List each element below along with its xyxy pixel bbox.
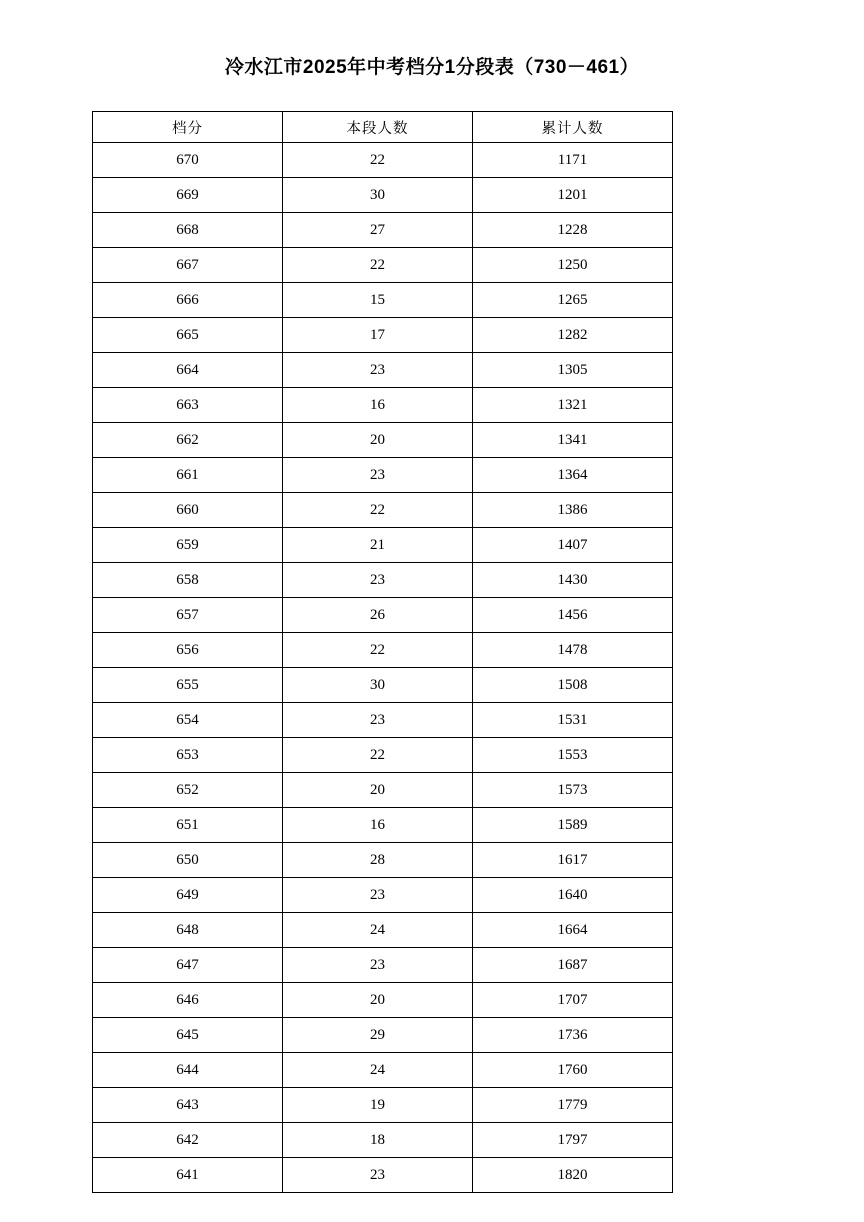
table-row (93, 948, 673, 983)
cell-score: 659 (93, 528, 283, 563)
cell-score: 663 (93, 388, 283, 423)
table-row (93, 738, 673, 773)
cell-score: 645 (93, 1018, 283, 1053)
cell-segment-count: 23 (283, 1158, 473, 1193)
column-header-segment-count: 本段人数 (283, 112, 473, 143)
cell-segment-count: 22 (283, 738, 473, 773)
cell-segment-count: 20 (283, 423, 473, 458)
cell-cumulative-count: 1364 (473, 458, 673, 493)
table-row (93, 528, 673, 563)
table-row (93, 1053, 673, 1088)
cell-cumulative-count: 1305 (473, 353, 673, 388)
cell-cumulative-count: 1573 (473, 773, 673, 808)
cell-cumulative-count: 1508 (473, 668, 673, 703)
cell-cumulative-count: 1797 (473, 1123, 673, 1158)
cell-score: 647 (93, 948, 283, 983)
table-row (93, 668, 673, 703)
cell-segment-count: 24 (283, 1053, 473, 1088)
cell-cumulative-count: 1321 (473, 388, 673, 423)
cell-score: 641 (93, 1158, 283, 1193)
table-row (93, 633, 673, 668)
table-row (93, 143, 673, 178)
cell-cumulative-count: 1456 (473, 598, 673, 633)
cell-segment-count: 26 (283, 598, 473, 633)
table-row (93, 983, 673, 1018)
cell-segment-count: 21 (283, 528, 473, 563)
cell-score: 653 (93, 738, 283, 773)
table-row (93, 1123, 673, 1158)
cell-segment-count: 23 (283, 878, 473, 913)
table-row (93, 283, 673, 318)
cell-cumulative-count: 1228 (473, 213, 673, 248)
cell-score: 655 (93, 668, 283, 703)
table-header-row (93, 112, 673, 143)
cell-score: 643 (93, 1088, 283, 1123)
cell-segment-count: 16 (283, 808, 473, 843)
table-row (93, 318, 673, 353)
table-row (93, 353, 673, 388)
cell-score: 669 (93, 178, 283, 213)
cell-score: 652 (93, 773, 283, 808)
cell-segment-count: 24 (283, 913, 473, 948)
table-header (93, 112, 673, 143)
cell-score: 646 (93, 983, 283, 1018)
cell-segment-count: 29 (283, 1018, 473, 1053)
score-distribution-table (92, 111, 673, 1193)
cell-cumulative-count: 1779 (473, 1088, 673, 1123)
cell-cumulative-count: 1250 (473, 248, 673, 283)
cell-cumulative-count: 1640 (473, 878, 673, 913)
cell-segment-count: 22 (283, 633, 473, 668)
table-row (93, 703, 673, 738)
table-row (93, 178, 673, 213)
table-row (93, 248, 673, 283)
cell-score: 661 (93, 458, 283, 493)
cell-cumulative-count: 1386 (473, 493, 673, 528)
cell-segment-count: 30 (283, 668, 473, 703)
cell-cumulative-count: 1707 (473, 983, 673, 1018)
table-row (93, 598, 673, 633)
cell-cumulative-count: 1820 (473, 1158, 673, 1193)
cell-score: 666 (93, 283, 283, 318)
table-row (93, 1018, 673, 1053)
cell-segment-count: 23 (283, 563, 473, 598)
cell-score: 656 (93, 633, 283, 668)
cell-cumulative-count: 1553 (473, 738, 673, 773)
cell-segment-count: 18 (283, 1123, 473, 1158)
cell-cumulative-count: 1760 (473, 1053, 673, 1088)
table-row (93, 808, 673, 843)
cell-cumulative-count: 1687 (473, 948, 673, 983)
cell-cumulative-count: 1736 (473, 1018, 673, 1053)
cell-segment-count: 19 (283, 1088, 473, 1123)
table-row (93, 458, 673, 493)
cell-cumulative-count: 1617 (473, 843, 673, 878)
table-row (93, 878, 673, 913)
table-row (93, 773, 673, 808)
cell-segment-count: 17 (283, 318, 473, 353)
cell-segment-count: 22 (283, 493, 473, 528)
column-header-score: 档分 (93, 112, 283, 143)
cell-score: 654 (93, 703, 283, 738)
cell-score: 644 (93, 1053, 283, 1088)
cell-segment-count: 23 (283, 353, 473, 388)
page-title: 冷水江市2025年中考档分1分段表（730－461） (224, 57, 640, 78)
cell-segment-count: 22 (283, 143, 473, 178)
cell-segment-count: 20 (283, 983, 473, 1018)
cell-score: 648 (93, 913, 283, 948)
cell-score: 664 (93, 353, 283, 388)
score-distribution-table-container (92, 111, 672, 1193)
cell-cumulative-count: 1201 (473, 178, 673, 213)
table-row (93, 493, 673, 528)
table-row (93, 388, 673, 423)
cell-cumulative-count: 1430 (473, 563, 673, 598)
cell-cumulative-count: 1589 (473, 808, 673, 843)
cell-segment-count: 28 (283, 843, 473, 878)
table-row (93, 843, 673, 878)
cell-score: 650 (93, 843, 283, 878)
cell-score: 662 (93, 423, 283, 458)
cell-score: 667 (93, 248, 283, 283)
cell-score: 642 (93, 1123, 283, 1158)
cell-segment-count: 23 (283, 458, 473, 493)
table-row (93, 213, 673, 248)
cell-score: 657 (93, 598, 283, 633)
table-row (93, 563, 673, 598)
table-row (93, 1158, 673, 1193)
cell-segment-count: 23 (283, 948, 473, 983)
cell-score: 651 (93, 808, 283, 843)
table-row (93, 423, 673, 458)
column-header-cumulative-count: 累计人数 (473, 112, 673, 143)
cell-cumulative-count: 1407 (473, 528, 673, 563)
cell-cumulative-count: 1171 (473, 143, 673, 178)
cell-cumulative-count: 1341 (473, 423, 673, 458)
cell-cumulative-count: 1478 (473, 633, 673, 668)
cell-score: 665 (93, 318, 283, 353)
cell-score: 660 (93, 493, 283, 528)
cell-score: 658 (93, 563, 283, 598)
cell-segment-count: 15 (283, 283, 473, 318)
table-row (93, 913, 673, 948)
cell-segment-count: 27 (283, 213, 473, 248)
cell-cumulative-count: 1531 (473, 703, 673, 738)
cell-cumulative-count: 1664 (473, 913, 673, 948)
cell-score: 668 (93, 213, 283, 248)
cell-score: 649 (93, 878, 283, 913)
cell-cumulative-count: 1282 (473, 318, 673, 353)
cell-segment-count: 30 (283, 178, 473, 213)
cell-segment-count: 20 (283, 773, 473, 808)
cell-segment-count: 23 (283, 703, 473, 738)
cell-segment-count: 22 (283, 248, 473, 283)
cell-cumulative-count: 1265 (473, 283, 673, 318)
table-row (93, 1088, 673, 1123)
cell-score: 670 (93, 143, 283, 178)
table-body (93, 143, 673, 1193)
cell-segment-count: 16 (283, 388, 473, 423)
